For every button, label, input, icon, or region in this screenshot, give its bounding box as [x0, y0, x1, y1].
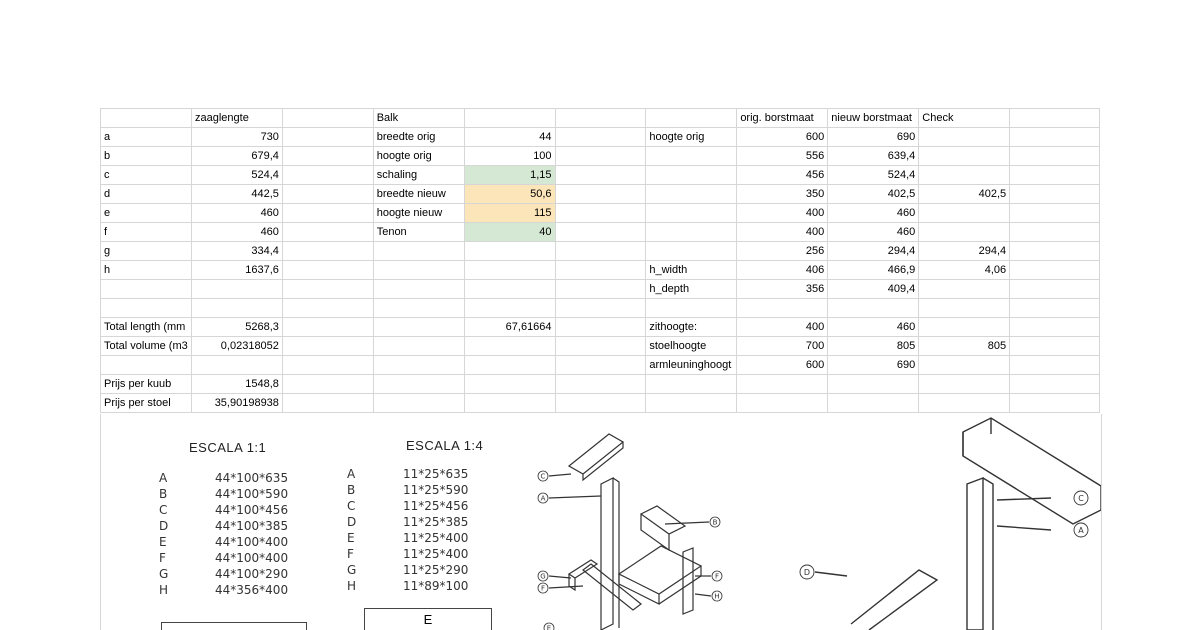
- scale-key: C: [159, 503, 168, 517]
- sheet-cell[interactable]: [737, 375, 828, 394]
- sheet-cell[interactable]: 409,4: [828, 280, 919, 299]
- sheet-cell[interactable]: 556: [737, 147, 828, 166]
- sheet-cell[interactable]: 639,4: [828, 147, 919, 166]
- sheet-cell[interactable]: 294,4: [828, 242, 919, 261]
- sheet-cell[interactable]: 600: [737, 128, 828, 147]
- sheet-cell[interactable]: 40: [464, 223, 555, 242]
- sheet-cell[interactable]: h_depth: [646, 280, 737, 299]
- sheet-cell[interactable]: [555, 128, 646, 147]
- sheet-cell[interactable]: [646, 147, 737, 166]
- sheet-cell[interactable]: [1010, 147, 1100, 166]
- sheet-cell[interactable]: Check: [919, 109, 1010, 128]
- sheet-cell[interactable]: [191, 280, 282, 299]
- sheet-cell[interactable]: [555, 261, 646, 280]
- sheet-row: [101, 147, 1100, 166]
- scale-1-title: ESCALA 1:1: [189, 440, 267, 455]
- sheet-cell[interactable]: c: [101, 166, 192, 185]
- sheet-cell[interactable]: [373, 261, 464, 280]
- sheet-cell[interactable]: Balk: [373, 109, 464, 128]
- sheet-cell[interactable]: 700: [737, 337, 828, 356]
- sheet-cell[interactable]: Prijs per kuub: [101, 375, 192, 394]
- sheet-cell[interactable]: [919, 147, 1010, 166]
- scale-value: 44*100*635: [215, 471, 289, 485]
- sheet-cell[interactable]: 334,4: [191, 242, 282, 261]
- sheet-cell[interactable]: [555, 204, 646, 223]
- sheet-cell[interactable]: 400: [737, 318, 828, 337]
- sheet-cell[interactable]: schaling: [373, 166, 464, 185]
- sheet-cell[interactable]: [1010, 204, 1100, 223]
- sheet-cell[interactable]: [1010, 356, 1100, 375]
- sheet-row: [101, 166, 1100, 185]
- sheet-cell[interactable]: 690: [828, 128, 919, 147]
- sheet-cell[interactable]: [464, 394, 555, 413]
- sheet-cell[interactable]: 460: [191, 223, 282, 242]
- spreadsheet: [100, 108, 1100, 630]
- sheet-cell[interactable]: 400: [737, 223, 828, 242]
- sheet-cell[interactable]: 730: [191, 128, 282, 147]
- chair-drawing-image: [100, 414, 1102, 630]
- sheet-cell[interactable]: 406: [737, 261, 828, 280]
- sheet-cell[interactable]: f: [101, 223, 192, 242]
- sheet-row: [101, 204, 1100, 223]
- callout-label: C: [1078, 494, 1084, 503]
- sheet-cell[interactable]: nieuw borstmaat: [828, 109, 919, 128]
- spreadsheet-grid: [100, 108, 1100, 413]
- sheet-cell[interactable]: [1010, 337, 1100, 356]
- sheet-cell[interactable]: [737, 394, 828, 413]
- sheet-cell[interactable]: 115: [464, 204, 555, 223]
- sheet-cell[interactable]: [373, 337, 464, 356]
- callout-label: F: [714, 572, 720, 581]
- scale-key: F: [347, 547, 354, 561]
- sheet-cell[interactable]: [1010, 299, 1100, 318]
- sheet-cell[interactable]: 100: [464, 147, 555, 166]
- sheet-cell[interactable]: [282, 394, 373, 413]
- sheet-cell[interactable]: 294,4: [919, 242, 1010, 261]
- callout-label: A: [540, 494, 546, 503]
- sheet-cell[interactable]: [555, 223, 646, 242]
- seat-shape: [619, 546, 701, 604]
- sheet-cell[interactable]: orig. borstmaat: [737, 109, 828, 128]
- sheet-cell[interactable]: [1010, 128, 1100, 147]
- sheet-cell[interactable]: hoogte orig: [373, 147, 464, 166]
- sheet-cell[interactable]: 805: [828, 337, 919, 356]
- sheet-cell[interactable]: [646, 394, 737, 413]
- sheet-cell[interactable]: 356: [737, 280, 828, 299]
- sheet-cell[interactable]: [1010, 261, 1100, 280]
- sheet-cell[interactable]: [919, 166, 1010, 185]
- sheet-cell[interactable]: [555, 242, 646, 261]
- callout-label: F: [540, 584, 546, 593]
- sheet-cell[interactable]: 460: [828, 318, 919, 337]
- sheet-cell[interactable]: [555, 166, 646, 185]
- sheet-cell[interactable]: [373, 394, 464, 413]
- sheet-cell[interactable]: [1010, 394, 1100, 413]
- scale-value: 44*100*590: [215, 487, 289, 501]
- sheet-cell[interactable]: hoogte orig: [646, 128, 737, 147]
- sheet-cell[interactable]: [464, 280, 555, 299]
- scale-key: C: [347, 499, 356, 513]
- sheet-cell[interactable]: 460: [828, 204, 919, 223]
- sheet-row: [101, 223, 1100, 242]
- sheet-cell[interactable]: armleuninghoogt: [646, 356, 737, 375]
- sheet-cell[interactable]: [282, 318, 373, 337]
- scale-value: 44*100*400: [215, 551, 289, 565]
- sheet-cell[interactable]: [191, 299, 282, 318]
- rail-g-shape: [569, 560, 597, 590]
- top-rail-edge: [963, 418, 991, 456]
- scale-value: 44*100*400: [215, 535, 289, 549]
- sheet-cell[interactable]: [646, 242, 737, 261]
- sheet-cell[interactable]: [737, 299, 828, 318]
- sheet-cell[interactable]: 350: [737, 185, 828, 204]
- sheet-cell[interactable]: [464, 261, 555, 280]
- chair-sketch: [101, 414, 1101, 630]
- sheet-cell[interactable]: [1010, 242, 1100, 261]
- scale-value: 44*356*400: [215, 583, 289, 597]
- sheet-cell[interactable]: [464, 375, 555, 394]
- sheet-cell[interactable]: [555, 299, 646, 318]
- sheet-cell[interactable]: 1637,6: [191, 261, 282, 280]
- sheet-cell[interactable]: [282, 375, 373, 394]
- sheet-cell[interactable]: [555, 394, 646, 413]
- sheet-cell[interactable]: 460: [828, 223, 919, 242]
- sheet-cell[interactable]: 402,5: [828, 185, 919, 204]
- sheet-cell[interactable]: [919, 318, 1010, 337]
- sheet-cell[interactable]: h: [101, 261, 192, 280]
- sheet-cell[interactable]: Total volume (m3: [101, 337, 192, 356]
- sheet-cell[interactable]: [919, 280, 1010, 299]
- callout-label: E: [546, 624, 552, 630]
- sheet-cell[interactable]: [282, 337, 373, 356]
- scale-key: A: [347, 467, 356, 481]
- scale-value: 11*25*400: [403, 547, 469, 561]
- sheet-cell[interactable]: [646, 109, 737, 128]
- sheet-cell[interactable]: [1010, 109, 1100, 128]
- sheet-cell[interactable]: 690: [828, 356, 919, 375]
- sheet-cell[interactable]: [101, 109, 192, 128]
- sheet-cell[interactable]: 600: [737, 356, 828, 375]
- scale-value: 11*25*400: [403, 531, 469, 545]
- scale-key: D: [159, 519, 169, 533]
- sheet-cell[interactable]: [646, 223, 737, 242]
- sheet-cell[interactable]: [282, 280, 373, 299]
- scale-4-title: ESCALA 1:4: [406, 438, 484, 453]
- sheet-cell[interactable]: [555, 318, 646, 337]
- sheet-row: [101, 318, 1100, 337]
- sheet-row: [101, 356, 1100, 375]
- sheet-cell[interactable]: 44: [464, 128, 555, 147]
- sheet-cell[interactable]: 456: [737, 166, 828, 185]
- scale-key: H: [159, 583, 169, 597]
- sheet-row: [101, 185, 1100, 204]
- sheet-cell[interactable]: breedte nieuw: [373, 185, 464, 204]
- callout-label: G: [540, 572, 546, 581]
- sheet-row: [101, 337, 1100, 356]
- sheet-cell[interactable]: [1010, 166, 1100, 185]
- sheet-cell[interactable]: 256: [737, 242, 828, 261]
- sheet-cell[interactable]: 4,06: [919, 261, 1010, 280]
- sheet-cell[interactable]: Prijs per stoel: [101, 394, 192, 413]
- sheet-cell[interactable]: 442,5: [191, 185, 282, 204]
- sheet-cell[interactable]: [464, 242, 555, 261]
- sheet-cell[interactable]: Total length (mm: [101, 318, 192, 337]
- sheet-cell[interactable]: zithoogte:: [646, 318, 737, 337]
- sheet-row: [101, 128, 1100, 147]
- sheet-cell[interactable]: [373, 242, 464, 261]
- scale-key: A: [159, 471, 168, 485]
- sheet-cell[interactable]: Tenon: [373, 223, 464, 242]
- sheet-cell[interactable]: 524,4: [191, 166, 282, 185]
- callout-label: D: [803, 568, 811, 577]
- sheet-cell[interactable]: [919, 356, 1010, 375]
- sheet-cell[interactable]: [464, 337, 555, 356]
- sheet-cell[interactable]: 0,02318052: [191, 337, 282, 356]
- sheet-cell[interactable]: [282, 185, 373, 204]
- sheet-cell[interactable]: [373, 356, 464, 375]
- sheet-cell[interactable]: a: [101, 128, 192, 147]
- sheet-cell[interactable]: 679,4: [191, 147, 282, 166]
- sheet-cell[interactable]: [282, 128, 373, 147]
- scale-value: 11*89*100: [403, 579, 469, 593]
- sheet-cell[interactable]: [282, 147, 373, 166]
- scale-value: 44*100*385: [215, 519, 289, 533]
- sheet-cell[interactable]: [1010, 185, 1100, 204]
- sheet-cell[interactable]: [646, 166, 737, 185]
- scale-key: D: [347, 515, 357, 529]
- sheet-cell[interactable]: [555, 375, 646, 394]
- sheet-cell[interactable]: [373, 280, 464, 299]
- sheet-cell[interactable]: breedte orig: [373, 128, 464, 147]
- sheet-cell[interactable]: [555, 356, 646, 375]
- sheet-cell[interactable]: [919, 394, 1010, 413]
- scale-key: E: [159, 535, 167, 549]
- sheet-row: [101, 242, 1100, 261]
- scale-key: G: [347, 563, 357, 577]
- sheet-cell[interactable]: [1010, 318, 1100, 337]
- sheet-cell[interactable]: [919, 375, 1010, 394]
- scale-value: 44*100*456: [215, 503, 289, 517]
- sheet-cell[interactable]: 35,90198938: [191, 394, 282, 413]
- sheet-cell[interactable]: [282, 109, 373, 128]
- scale-key: F: [159, 551, 166, 565]
- sheet-cell[interactable]: [464, 356, 555, 375]
- sheet-cell[interactable]: 460: [191, 204, 282, 223]
- sheet-row: [101, 261, 1100, 280]
- sheet-cell[interactable]: [101, 280, 192, 299]
- post-a-shape: [601, 478, 619, 630]
- label-box-text: E: [423, 612, 433, 627]
- scale-value: 11*25*385: [403, 515, 469, 529]
- sheet-cell[interactable]: [919, 128, 1010, 147]
- sheet-cell[interactable]: [191, 356, 282, 375]
- sheet-cell[interactable]: 5268,3: [191, 318, 282, 337]
- post-shape: [967, 478, 983, 630]
- sheet-cell[interactable]: g: [101, 242, 192, 261]
- sheet-cell[interactable]: stoelhoogte: [646, 337, 737, 356]
- sheet-cell[interactable]: [101, 356, 192, 375]
- scale-value: 11*25*456: [403, 499, 469, 513]
- sheet-cell[interactable]: [555, 337, 646, 356]
- scale-key: B: [347, 483, 356, 497]
- scale-value: 11*25*635: [403, 467, 469, 481]
- sheet-cell[interactable]: [828, 299, 919, 318]
- sheet-cell[interactable]: [919, 299, 1010, 318]
- sheet-cell[interactable]: [646, 375, 737, 394]
- sheet-cell[interactable]: [101, 299, 192, 318]
- scale-value: 11*25*290: [403, 563, 469, 577]
- sheet-row: [101, 394, 1100, 413]
- rail-f-shape: [583, 564, 641, 610]
- sheet-cell[interactable]: b: [101, 147, 192, 166]
- sheet-cell[interactable]: [1010, 375, 1100, 394]
- scale-key: G: [159, 567, 169, 581]
- sheet-cell[interactable]: [919, 204, 1010, 223]
- scale-key: H: [347, 579, 357, 593]
- sheet-cell[interactable]: [464, 109, 555, 128]
- callout-label: C: [540, 472, 546, 481]
- sheet-cell[interactable]: 402,5: [919, 185, 1010, 204]
- sheet-cell[interactable]: [282, 166, 373, 185]
- sheet-cell[interactable]: [282, 356, 373, 375]
- sheet-row: [101, 109, 1100, 128]
- sheet-cell[interactable]: [646, 204, 737, 223]
- sheet-cell[interactable]: 67,61664: [464, 318, 555, 337]
- sheet-cell[interactable]: [282, 299, 373, 318]
- sheet-cell[interactable]: [373, 299, 464, 318]
- sheet-cell[interactable]: 1,15: [464, 166, 555, 185]
- sheet-cell[interactable]: [282, 261, 373, 280]
- sheet-cell[interactable]: [282, 223, 373, 242]
- sheet-cell[interactable]: 466,9: [828, 261, 919, 280]
- callout-label: B: [712, 518, 718, 527]
- sheet-cell[interactable]: [373, 318, 464, 337]
- sheet-cell[interactable]: [555, 147, 646, 166]
- scale-key: B: [159, 487, 168, 501]
- scale-key: E: [347, 531, 355, 545]
- sheet-row: [101, 280, 1100, 299]
- sheet-cell[interactable]: [919, 223, 1010, 242]
- sheet-cell[interactable]: 1548,8: [191, 375, 282, 394]
- sheet-cell[interactable]: e: [101, 204, 192, 223]
- sheet-cell[interactable]: 400: [737, 204, 828, 223]
- sheet-cell[interactable]: [282, 204, 373, 223]
- sheet-cell[interactable]: d: [101, 185, 192, 204]
- sheet-cell[interactable]: [1010, 280, 1100, 299]
- sheet-cell[interactable]: [828, 375, 919, 394]
- sheet-cell[interactable]: h_width: [646, 261, 737, 280]
- sheet-cell[interactable]: [282, 242, 373, 261]
- sheet-cell[interactable]: [555, 280, 646, 299]
- sheet-cell[interactable]: [373, 375, 464, 394]
- sheet-cell[interactable]: [646, 299, 737, 318]
- sheet-cell[interactable]: 805: [919, 337, 1010, 356]
- callout-label: H: [714, 592, 720, 601]
- sheet-cell[interactable]: 50,6: [464, 185, 555, 204]
- sheet-cell[interactable]: [555, 109, 646, 128]
- sheet-cell[interactable]: [1010, 223, 1100, 242]
- scale-value: 44*100*290: [215, 567, 289, 581]
- sheet-cell[interactable]: [828, 394, 919, 413]
- rail-c-shape: [569, 434, 623, 480]
- callout-label: A: [1078, 526, 1084, 535]
- sheet-cell[interactable]: [555, 185, 646, 204]
- scale-value: 11*25*590: [403, 483, 469, 497]
- sheet-cell[interactable]: [464, 299, 555, 318]
- sheet-cell[interactable]: 524,4: [828, 166, 919, 185]
- sheet-cell[interactable]: hoogte nieuw: [373, 204, 464, 223]
- sheet-cell[interactable]: zaaglengte: [191, 109, 282, 128]
- sheet-row: [101, 375, 1100, 394]
- lower-rail-shape: [851, 570, 937, 630]
- side-b-shape: [641, 506, 685, 550]
- sheet-row: [101, 299, 1100, 318]
- sheet-cell[interactable]: [646, 185, 737, 204]
